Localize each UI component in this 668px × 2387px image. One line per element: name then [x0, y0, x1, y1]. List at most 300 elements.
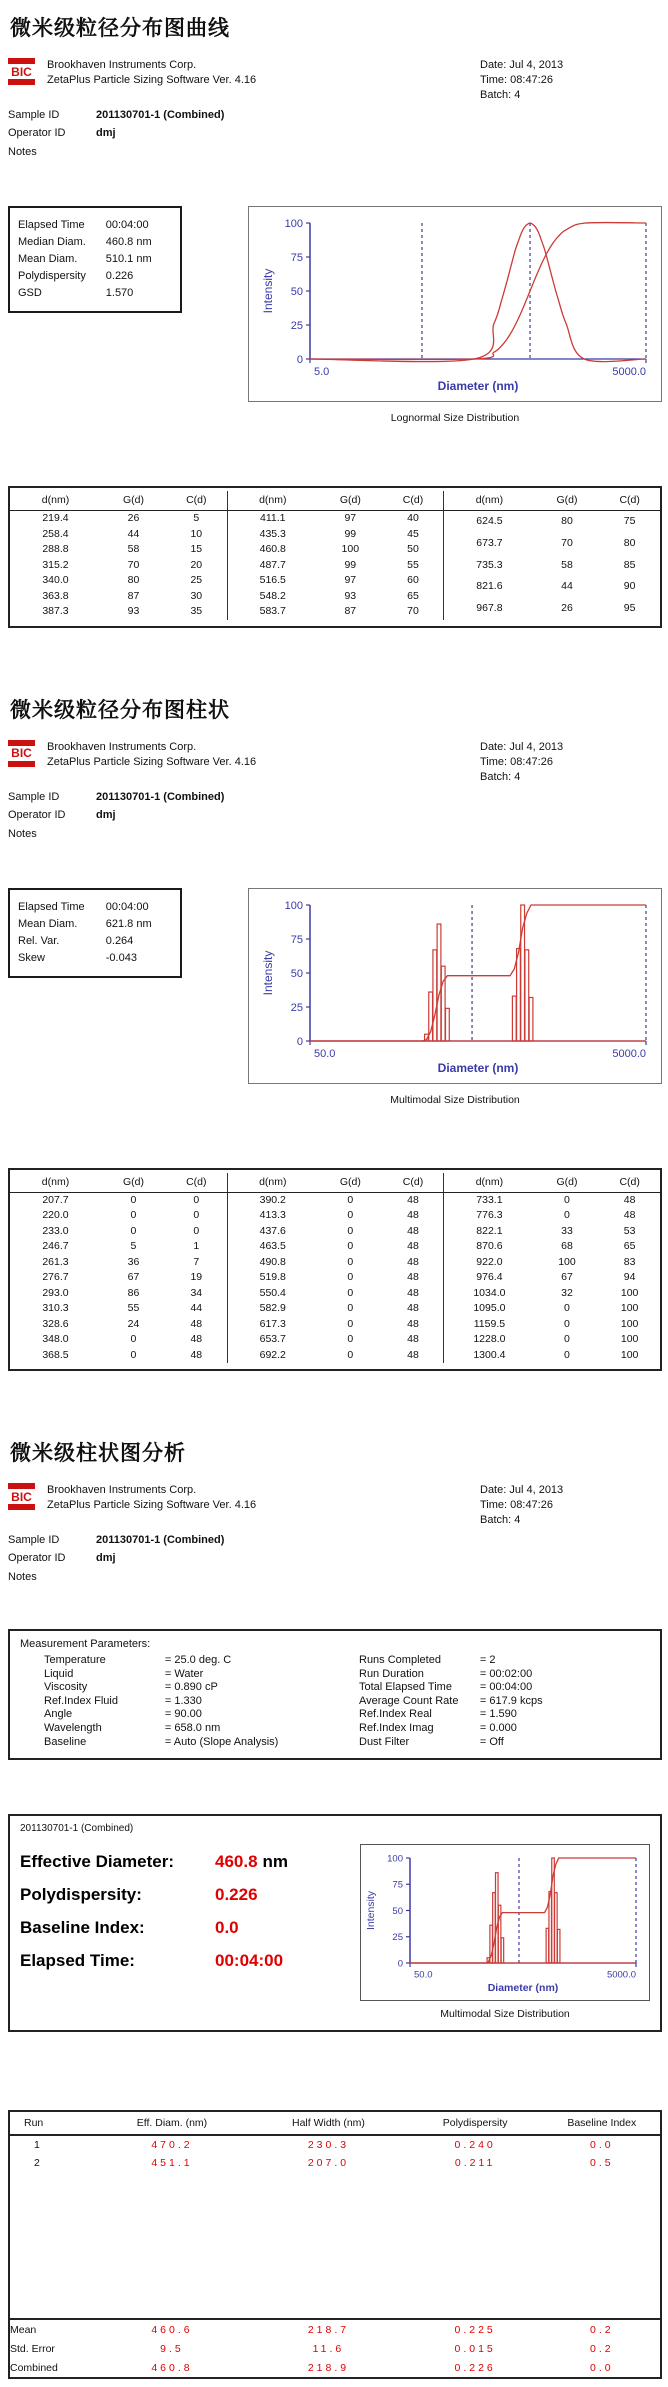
col-header: d(nm) — [444, 1173, 535, 1193]
chart-caption: Multimodal Size Distribution — [390, 1093, 520, 1106]
cell: 48 — [407, 1255, 419, 1268]
svg-text:Intensity: Intensity — [261, 268, 275, 314]
svg-text:50: 50 — [392, 1905, 403, 1917]
operator-id-row — [8, 127, 662, 139]
table-row — [10, 1286, 227, 1302]
cell: 19 — [190, 1271, 203, 1283]
svg-text:Diameter (nm): Diameter (nm) — [437, 1060, 519, 1075]
col-header: d(nm) — [10, 491, 101, 511]
operator-id-value: dmj — [96, 808, 116, 821]
table-group-2 — [227, 511, 443, 620]
cell: 0.211 — [454, 2157, 496, 2170]
cell: 0.226 — [105, 270, 134, 282]
col-header: C(d) — [383, 1173, 444, 1193]
cell: 95 — [623, 601, 636, 614]
cell: 40 — [407, 512, 419, 524]
cell: 437.6 — [259, 1224, 286, 1237]
logo-text: BIC — [11, 746, 32, 760]
table-row — [444, 1301, 660, 1317]
cell: 10 — [190, 527, 203, 540]
report-time: Time: 08:47:26 — [480, 755, 553, 768]
cell: 315.2 — [42, 558, 69, 571]
cell: 1034.0 — [473, 1286, 506, 1299]
svg-text:100: 100 — [284, 217, 303, 230]
table-row — [227, 1332, 443, 1348]
svg-text:25: 25 — [290, 319, 303, 332]
sample-id-value: 201130701-1 (Combined) — [96, 1534, 225, 1546]
report-date: Date: Jul 4, 2013 — [480, 740, 564, 753]
cell: 624.5 — [476, 515, 503, 528]
table-row — [10, 1239, 227, 1255]
cell: 26 — [561, 601, 573, 614]
cell: 490.8 — [259, 1255, 286, 1268]
results-values — [20, 1844, 358, 2020]
cell: 460.8 — [259, 543, 286, 555]
cell: Ref.Index Fluid — [44, 1694, 118, 1707]
result-value: 00:04:00 — [215, 1951, 284, 1971]
cell: Runs Completed — [359, 1654, 441, 1666]
table-row — [444, 555, 660, 577]
cell: 617.3 — [259, 1317, 286, 1330]
col-header: d(nm) — [227, 491, 318, 511]
cell: 368.5 — [42, 1348, 69, 1361]
report-batch: Batch: 4 — [480, 1514, 521, 1526]
report-batch: Batch: 4 — [480, 89, 521, 101]
cell: 0.5 — [589, 2157, 614, 2170]
col-header: G(d) — [318, 1173, 383, 1193]
cell: = 90.00 — [164, 1708, 202, 1721]
cell: = 1.330 — [164, 1694, 202, 1707]
table-row — [20, 1722, 335, 1736]
cell: 0 — [347, 1255, 354, 1268]
table-row — [10, 1301, 227, 1317]
results-sample-label: 201130701-1 (Combined) — [20, 1823, 134, 1835]
table-row — [335, 1654, 650, 1668]
table-row — [444, 1286, 660, 1302]
cell: 100 — [620, 1348, 639, 1361]
col-header: G(d) — [318, 491, 383, 511]
cell: 34 — [190, 1286, 203, 1299]
cell: 60 — [407, 574, 419, 586]
cell: 0 — [130, 1193, 137, 1206]
cell: 48 — [190, 1317, 203, 1330]
cell: 776.3 — [476, 1209, 503, 1221]
svg-text:5.0: 5.0 — [314, 366, 330, 378]
table-row — [444, 576, 660, 598]
svg-text:Diameter (nm): Diameter (nm) — [487, 1982, 559, 1995]
cell: 15 — [190, 543, 203, 555]
operator-id-label: Operator ID — [8, 1552, 66, 1564]
cell: 24 — [127, 1317, 140, 1330]
svg-text:25: 25 — [290, 1001, 303, 1014]
table-row — [335, 1736, 650, 1750]
cell: 0.015 — [454, 2342, 496, 2355]
table-row — [444, 1208, 660, 1224]
table-row — [227, 604, 443, 620]
cell: GSD — [18, 287, 42, 299]
cell: 55 — [407, 558, 419, 571]
cell: 220.0 — [42, 1209, 69, 1221]
svg-text:100: 100 — [284, 899, 303, 912]
cell: 93 — [344, 589, 357, 602]
cell: 548.2 — [259, 589, 286, 602]
cell: 25 — [190, 574, 203, 586]
cell: = 2 — [479, 1654, 496, 1666]
table-row — [20, 1695, 335, 1709]
result-row — [20, 1852, 358, 1872]
table-spacer — [9, 2172, 661, 2319]
cell: 80 — [623, 536, 636, 549]
cell: 390.2 — [259, 1193, 286, 1206]
cell: 0.264 — [105, 934, 134, 947]
cell: 36 — [127, 1255, 140, 1268]
cell: 218.9 — [307, 2361, 350, 2374]
cell: 48 — [407, 1302, 419, 1314]
cell: Ref.Index Real — [359, 1708, 432, 1721]
cell: Std. Error — [10, 2342, 55, 2355]
cell: = Off — [479, 1735, 504, 1748]
results-chart-caption: Multimodal Size Distribution — [440, 2008, 570, 2021]
cell: = 0.890 cP — [164, 1681, 218, 1694]
software-version: ZetaPlus Particle Sizing Software Ver. 4.16 — [47, 74, 257, 86]
cell: 48 — [623, 1193, 636, 1206]
cell: 387.3 — [42, 605, 69, 617]
cell: 1 — [193, 1240, 200, 1252]
result-label: Baseline Index: — [20, 1918, 145, 1938]
cell: 44 — [561, 580, 573, 593]
software-version: ZetaPlus Particle Sizing Software Ver. 4.16 — [47, 1499, 257, 1511]
cell: 1228.0 — [473, 1333, 506, 1345]
table-row — [10, 1332, 227, 1348]
svg-text:50.0: 50.0 — [414, 1969, 433, 1981]
cell: 0 — [347, 1209, 354, 1221]
table-row — [20, 1654, 335, 1668]
notes-label: Notes — [8, 1571, 37, 1583]
date-block — [480, 58, 590, 103]
table-row — [10, 511, 227, 527]
cell: Elapsed Time — [18, 219, 85, 231]
params-title: Measurement Parameters: — [20, 1638, 151, 1650]
section1-title: 微米级粒径分布图曲线 — [10, 17, 230, 40]
table-row — [227, 1192, 443, 1208]
run-summary-table — [8, 2110, 662, 2379]
cell: 100 — [558, 1255, 576, 1268]
svg-text:0: 0 — [296, 353, 303, 366]
table-row — [227, 1255, 443, 1271]
cell: 246.7 — [42, 1240, 69, 1252]
table-row — [444, 598, 660, 620]
cell: 30 — [190, 589, 203, 602]
table-row — [227, 589, 443, 605]
logo-text: BIC — [11, 1489, 32, 1504]
cell: Angle — [44, 1708, 73, 1721]
cell: 87 — [127, 589, 140, 602]
section2-title: 微米级粒径分布图柱状 — [10, 698, 230, 722]
table-row — [444, 1255, 660, 1271]
cell: 550.4 — [259, 1286, 286, 1299]
cell: 621.8 nm — [105, 917, 152, 930]
table-row — [444, 511, 660, 533]
cell: 0 — [347, 1240, 354, 1252]
cell: 48 — [407, 1348, 419, 1361]
table-row — [335, 1668, 650, 1682]
table-row — [444, 1348, 660, 1364]
cell: 5 — [130, 1240, 137, 1252]
col-header: Run — [9, 2111, 94, 2135]
table-row — [18, 234, 172, 251]
table-row — [227, 1208, 443, 1224]
lognormal-chart-box — [248, 206, 662, 402]
cell: Mean Diam. — [18, 253, 78, 265]
cell: 0 — [564, 1302, 570, 1314]
cell: 0 — [347, 1333, 354, 1345]
cell: 735.3 — [476, 558, 503, 571]
table-row — [227, 527, 443, 543]
col-header: C(d) — [166, 1173, 227, 1193]
cell: 11.6 — [312, 2342, 345, 2355]
cell: 0.226 — [454, 2361, 496, 2374]
cell: 70 — [127, 558, 140, 571]
cell: 870.6 — [476, 1240, 503, 1252]
cell: 207.7 — [42, 1193, 69, 1206]
cell: 516.5 — [259, 574, 286, 586]
table-row — [10, 1270, 227, 1286]
cell: 0 — [347, 1317, 354, 1330]
svg-text:0: 0 — [397, 1958, 403, 1970]
cell: 510.1 nm — [105, 253, 152, 265]
cell: 310.3 — [42, 1302, 69, 1314]
table-row — [18, 217, 172, 234]
cell: 922.0 — [476, 1255, 503, 1268]
cell: 75 — [623, 515, 636, 528]
table-group-3 — [444, 511, 660, 620]
cell: Skew — [18, 951, 45, 964]
company-block — [47, 1483, 256, 1513]
cell: 80 — [127, 574, 140, 586]
cell: 460.6 — [151, 2323, 193, 2336]
sample-id-value: 201130701-1 (Combined) — [96, 109, 225, 121]
cell: Rel. Var. — [18, 934, 60, 947]
cell: 0 — [130, 1333, 137, 1345]
svg-text:50: 50 — [290, 285, 303, 298]
table-row — [9, 2319, 661, 2339]
svg-text:5000.0: 5000.0 — [612, 1047, 646, 1060]
sample-id-label: Sample ID — [8, 790, 60, 803]
svg-text:75: 75 — [290, 933, 303, 946]
table-row — [10, 589, 227, 605]
cell: 48 — [190, 1333, 203, 1345]
cell: = Water — [164, 1667, 204, 1680]
cell: 55 — [127, 1302, 140, 1314]
operator-id-value: dmj — [96, 127, 116, 139]
table-row — [335, 1722, 650, 1736]
results-chart-box — [360, 1844, 650, 2001]
col-header: Polydispersity — [407, 2111, 544, 2135]
cell: 100 — [620, 1317, 639, 1330]
cell: 0.2 — [589, 2323, 614, 2336]
sample-id-label: Sample ID — [8, 109, 60, 121]
cell: 33 — [561, 1224, 573, 1237]
result-unit: nm — [262, 1852, 289, 1872]
cell: 50 — [407, 543, 419, 555]
table-row — [444, 1239, 660, 1255]
logo-bar — [8, 1504, 35, 1510]
cell: Mean — [10, 2323, 37, 2336]
cell: 90 — [623, 580, 636, 593]
cell: 460.8 — [151, 2361, 193, 2374]
cell: = 617.9 kcps — [479, 1694, 543, 1707]
table-row — [18, 916, 172, 933]
summary-rows — [9, 2319, 661, 2378]
svg-text:Diameter (nm): Diameter (nm) — [437, 379, 519, 393]
company-block — [47, 740, 256, 770]
cell: 80 — [561, 515, 573, 528]
cell: 276.7 — [42, 1271, 69, 1283]
col-header: C(d) — [383, 491, 444, 511]
cell: 976.4 — [476, 1271, 503, 1283]
cell: 87 — [344, 605, 357, 617]
cell: 0 — [564, 1209, 570, 1221]
cell: 967.8 — [476, 601, 503, 614]
cell: 451.1 — [151, 2157, 193, 2170]
table-row — [227, 1270, 443, 1286]
cell: 463.5 — [259, 1240, 286, 1252]
result-label: Polydispersity: — [20, 1885, 142, 1905]
cell: 70 — [407, 605, 419, 617]
cell: 53 — [623, 1224, 636, 1237]
svg-text:50.0: 50.0 — [314, 1047, 336, 1060]
table-group-1 — [10, 1192, 227, 1363]
svg-text:75: 75 — [392, 1879, 403, 1891]
report-time: Time: 08:47:26 — [480, 74, 553, 86]
table-row — [227, 573, 443, 589]
table-row — [10, 558, 227, 574]
result-row — [20, 1918, 358, 1938]
col-header: G(d) — [535, 1173, 600, 1193]
cell: 100 — [620, 1333, 639, 1345]
svg-text:5000.0: 5000.0 — [612, 366, 646, 378]
cell: 1.570 — [105, 287, 134, 299]
table-row — [227, 542, 443, 558]
cell: -0.043 — [105, 951, 137, 964]
cell: 44 — [190, 1302, 203, 1314]
company-name: Brookhaven Instruments Corp. — [47, 740, 197, 753]
cell: 65 — [407, 589, 419, 602]
cell: 32 — [561, 1286, 573, 1299]
table-row — [227, 1239, 443, 1255]
table-row — [227, 1317, 443, 1333]
cell: 48 — [407, 1224, 419, 1237]
svg-text:Intensity: Intensity — [365, 1891, 377, 1931]
cell: 0 — [193, 1193, 200, 1206]
svg-text:Intensity: Intensity — [261, 950, 275, 995]
notes-label: Notes — [8, 827, 37, 840]
col-header: Eff. Diam. (nm) — [94, 2111, 250, 2135]
cell: 233.0 — [42, 1224, 69, 1237]
cell: 26 — [127, 512, 140, 524]
sample-id-value: 201130701-1 (Combined) — [96, 790, 225, 803]
cell: 0 — [564, 1348, 570, 1361]
table-row — [10, 604, 227, 620]
table-row — [227, 511, 443, 527]
table-row — [20, 1736, 335, 1750]
cell: 100 — [620, 1286, 639, 1299]
cell: 821.6 — [476, 580, 503, 593]
params-right-body — [335, 1654, 650, 1749]
date-block — [480, 1483, 590, 1528]
cell: 0 — [130, 1224, 137, 1237]
table-row — [10, 542, 227, 558]
summary-stats-box — [8, 206, 182, 313]
measurement-parameters-box — [8, 1629, 662, 1760]
cell: 48 — [407, 1240, 419, 1252]
report-header — [8, 1483, 662, 1528]
col-header: d(nm) — [10, 1173, 101, 1193]
cell: 44 — [127, 527, 140, 540]
table-row — [444, 1317, 660, 1333]
result-label: Effective Diameter: — [20, 1852, 175, 1872]
company-block — [47, 58, 256, 88]
cell: 413.3 — [259, 1209, 286, 1221]
col-header: G(d) — [535, 491, 600, 511]
report-date: Date: Jul 4, 2013 — [480, 1484, 564, 1496]
cell: = 00:04:00 — [479, 1681, 533, 1694]
run-rows — [9, 2135, 661, 2172]
table-row — [444, 533, 660, 555]
col-header: G(d) — [101, 491, 166, 511]
table-row — [9, 2339, 661, 2358]
table-row — [227, 1301, 443, 1317]
cell: 460.8 nm — [105, 236, 152, 248]
sample-id-row — [8, 1534, 662, 1546]
cell: 99 — [344, 558, 357, 571]
table-row — [10, 527, 227, 543]
cell: 48 — [190, 1348, 203, 1361]
cell: 7 — [193, 1255, 200, 1268]
table-group-2 — [227, 1192, 443, 1363]
distribution-table-1 — [8, 486, 662, 628]
cell: 519.8 — [259, 1271, 286, 1283]
table-row — [18, 251, 172, 268]
table-row — [18, 268, 172, 285]
col-header: C(d) — [599, 1173, 660, 1193]
cell: 67 — [127, 1271, 140, 1283]
cell: 470.2 — [151, 2139, 193, 2152]
cell: 48 — [407, 1271, 419, 1283]
table-row — [227, 1224, 443, 1240]
cell: 20 — [190, 558, 203, 571]
operator-id-value: dmj — [96, 1552, 116, 1564]
operator-id-label: Operator ID — [8, 127, 66, 139]
cell: 68 — [561, 1240, 573, 1252]
bic-logo-icon — [8, 1483, 35, 1510]
cell: 328.6 — [42, 1317, 69, 1330]
table-row — [335, 1695, 650, 1709]
cell: 85 — [623, 558, 636, 571]
cell: Dust Filter — [359, 1735, 410, 1748]
col-header: C(d) — [599, 491, 660, 511]
cell: 261.3 — [42, 1255, 69, 1268]
cell: 58 — [561, 558, 573, 571]
cell: 583.7 — [259, 605, 286, 617]
cell: 487.7 — [259, 558, 286, 571]
stats-table-body — [18, 899, 172, 967]
result-value: 460.8 — [215, 1852, 258, 1872]
cell: = 0.000 — [479, 1721, 517, 1734]
result-label: Elapsed Time: — [20, 1951, 135, 1971]
cell: 58 — [127, 543, 140, 555]
table-row — [335, 1681, 650, 1695]
